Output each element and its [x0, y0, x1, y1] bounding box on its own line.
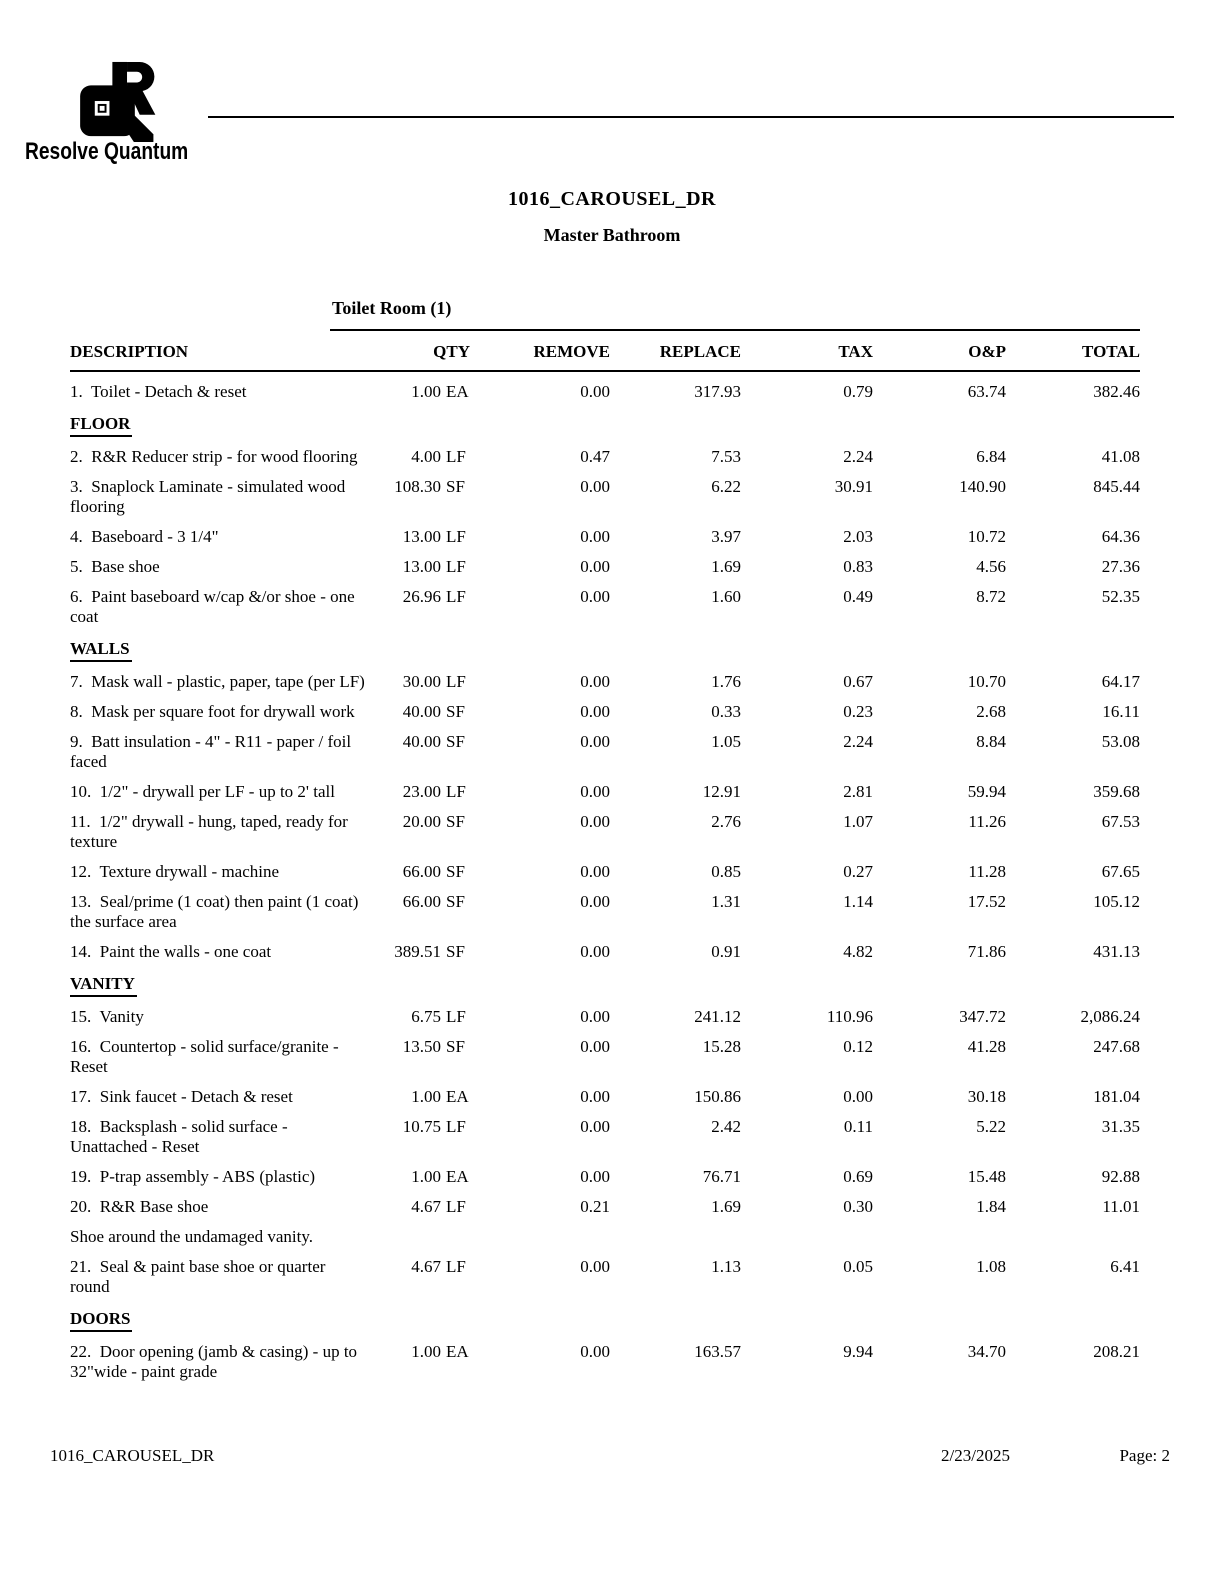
item-qty: [365, 1007, 470, 1027]
item-tax: 0.11: [843, 1117, 873, 1136]
item-replace: 6.22: [711, 477, 741, 496]
item-replace: 0.33: [711, 702, 741, 721]
item-op: 34.70: [967, 1342, 1006, 1361]
item-remove: 0.00: [580, 1087, 610, 1106]
col-remove: REMOVE: [533, 342, 610, 361]
item-replace: 150.86: [694, 1087, 741, 1106]
item-description: 6. Paint baseboard w/cap &/or shoe - one coat: [70, 587, 355, 626]
item-qty-value: 40.00: [402, 732, 441, 751]
col-tax: TAX: [838, 342, 873, 361]
item-total: 247.68: [1093, 1037, 1140, 1056]
section-header-label: DOORS: [70, 1309, 132, 1332]
item-qty-value: 30.00: [402, 672, 441, 691]
item-remove: 0.00: [580, 1117, 610, 1136]
item-qty: [365, 477, 470, 497]
item-total: 53.08: [1101, 732, 1140, 751]
table-row: [70, 1167, 1140, 1187]
section-header-label: WALLS: [70, 639, 132, 662]
item-tax: 110.96: [826, 1007, 873, 1026]
item-tax: 1.14: [843, 892, 873, 911]
item-qty-unit: LF: [446, 527, 466, 546]
item-op: 4.56: [976, 557, 1006, 576]
section-header-row: [70, 974, 1140, 997]
item-qty: [365, 1167, 470, 1187]
item-total: 2,086.24: [1080, 1007, 1140, 1026]
item-qty: [365, 942, 470, 962]
item-total: 41.08: [1101, 447, 1140, 466]
item-qty-unit: LF: [446, 1257, 466, 1276]
section-header-row: [70, 1309, 1140, 1332]
item-total: 208.21: [1093, 1342, 1140, 1361]
item-op: 11.28: [968, 862, 1006, 881]
footer-project: 1016_CAROUSEL_DR: [50, 1446, 215, 1465]
item-qty: [365, 732, 470, 752]
item-qty-unit: LF: [446, 587, 466, 606]
item-replace: 3.97: [711, 527, 741, 546]
item-replace: 1.76: [711, 672, 741, 691]
item-total: 31.35: [1101, 1117, 1140, 1136]
item-description: 16. Countertop - solid surface/granite - Reset: [70, 1037, 339, 1076]
table-row: [70, 812, 1140, 852]
footer-page-number: Page: 2: [1119, 1446, 1170, 1465]
section-header-label: VANITY: [70, 974, 137, 997]
table-row: [70, 587, 1140, 627]
table-row: [70, 1087, 1140, 1107]
item-remove: 0.00: [580, 862, 610, 881]
item-description: 12. Texture drywall - machine: [70, 862, 280, 881]
item-remove: 0.21: [580, 1197, 610, 1216]
item-qty-unit: SF: [446, 732, 465, 751]
item-description: 2. R&R Reducer strip - for wood flooring: [70, 447, 358, 466]
item-description: 21. Seal & paint base shoe or quarter round: [70, 1257, 326, 1296]
item-qty-unit: LF: [446, 672, 466, 691]
item-tax: 9.94: [843, 1342, 873, 1361]
item-remove: 0.00: [580, 782, 610, 801]
col-op: O&P: [968, 342, 1006, 361]
page-footer: [50, 1446, 1170, 1466]
table-body: [70, 382, 1140, 1382]
item-qty-unit: LF: [446, 1197, 466, 1216]
doc-title: 1016_CAROUSEL_DR: [507, 188, 717, 210]
table-row: [70, 1117, 1140, 1157]
item-tax: 0.00: [843, 1087, 873, 1106]
item-op: 2.68: [976, 702, 1006, 721]
item-remove: 0.00: [580, 1342, 610, 1361]
item-qty-unit: SF: [446, 942, 465, 961]
item-qty-value: 20.00: [402, 812, 441, 831]
item-remove: 0.00: [580, 477, 610, 496]
item-qty-value: 26.96: [402, 587, 441, 606]
item-description: 9. Batt insulation - 4" - R11 - paper / foil faced: [70, 732, 352, 771]
item-replace: 1.13: [711, 1257, 741, 1276]
item-replace: 0.91: [711, 942, 741, 961]
item-description: 11. 1/2" drywall - hung, taped, ready for texture: [70, 812, 348, 851]
item-qty: [365, 557, 470, 577]
estimate-table: [70, 298, 1140, 1382]
item-tax: 0.23: [843, 702, 873, 721]
note-row: Shoe around the undamaged vanity.: [70, 1227, 313, 1246]
table-header: [70, 331, 1140, 372]
item-replace: 317.93: [694, 382, 741, 401]
item-total: 11.01: [1102, 1197, 1140, 1216]
item-op: 1.84: [976, 1197, 1006, 1216]
table-row: [70, 477, 1140, 517]
item-qty-value: 40.00: [402, 702, 441, 721]
room-group-title: Toilet Room (1): [332, 298, 452, 318]
item-description: 4. Baseboard - 3 1/4": [70, 527, 219, 546]
item-op: 11.26: [968, 812, 1006, 831]
item-qty-value: 6.75: [411, 1007, 441, 1026]
table-row: [70, 447, 1140, 467]
item-qty-value: 23.00: [402, 782, 441, 801]
item-qty: [365, 892, 470, 912]
item-qty-value: 108.30: [394, 477, 441, 496]
item-qty: [365, 1087, 470, 1107]
item-qty: [365, 1117, 470, 1137]
item-total: 382.46: [1093, 382, 1140, 401]
item-op: 140.90: [959, 477, 1006, 496]
item-op: 71.86: [967, 942, 1006, 961]
item-qty-unit: LF: [446, 447, 466, 466]
item-qty-value: 66.00: [402, 892, 441, 911]
item-op: 347.72: [959, 1007, 1006, 1026]
table-row: [70, 382, 1140, 402]
item-op: 10.72: [967, 527, 1006, 546]
item-replace: 15.28: [702, 1037, 741, 1056]
item-qty-value: 1.00: [411, 1167, 441, 1186]
item-qty: [365, 672, 470, 692]
item-tax: 0.67: [843, 672, 873, 691]
item-qty: [365, 447, 470, 467]
item-qty-unit: SF: [446, 477, 465, 496]
item-tax: 0.79: [843, 382, 873, 401]
item-qty: [365, 382, 470, 402]
item-qty-value: 4.00: [411, 447, 441, 466]
item-qty: [365, 527, 470, 547]
item-qty-unit: EA: [446, 382, 469, 401]
table-row: [70, 732, 1140, 772]
item-remove: 0.00: [580, 1037, 610, 1056]
item-tax: 30.91: [834, 477, 873, 496]
item-total: 431.13: [1093, 942, 1140, 961]
item-qty-value: 66.00: [402, 862, 441, 881]
item-op: 15.48: [967, 1167, 1006, 1186]
item-total: 64.17: [1101, 672, 1140, 691]
item-tax: 0.69: [843, 1167, 873, 1186]
table-row: [70, 862, 1140, 882]
item-qty: [365, 702, 470, 722]
item-replace: 7.53: [711, 447, 741, 466]
item-description: 14. Paint the walls - one coat: [70, 942, 272, 961]
table-row: [70, 1342, 1140, 1382]
item-remove: 0.00: [580, 812, 610, 831]
item-op: 10.70: [967, 672, 1006, 691]
item-remove: 0.00: [580, 672, 610, 691]
item-qty: [365, 812, 470, 832]
item-total: 16.11: [1102, 702, 1140, 721]
section-header-row: [70, 639, 1140, 662]
table-row: [70, 702, 1140, 722]
footer-date: 2/23/2025: [941, 1446, 1010, 1465]
table-row: [70, 1007, 1140, 1027]
item-op: 63.74: [967, 382, 1006, 401]
table-row: [70, 1037, 1140, 1077]
item-total: 181.04: [1093, 1087, 1140, 1106]
letterhead-divider: [208, 116, 1174, 118]
item-qty: [365, 1257, 470, 1277]
item-qty: [365, 1197, 470, 1217]
item-remove: 0.00: [580, 382, 610, 401]
item-qty: [365, 1037, 470, 1057]
item-replace: 2.42: [711, 1117, 741, 1136]
item-total: 27.36: [1101, 557, 1140, 576]
item-tax: 2.03: [843, 527, 873, 546]
col-description: DESCRIPTION: [70, 342, 189, 361]
item-qty-unit: LF: [446, 1007, 466, 1026]
item-tax: 0.12: [843, 1037, 873, 1056]
brand-name: Resolve Quantum: [25, 138, 189, 165]
item-description: 3. Snaplock Laminate - simulated wood flooring: [70, 477, 346, 516]
item-op: 8.84: [976, 732, 1006, 751]
item-op: 30.18: [967, 1087, 1006, 1106]
item-description: 19. P-trap assembly - ABS (plastic): [70, 1167, 316, 1186]
item-op: 8.72: [976, 587, 1006, 606]
item-qty-value: 13.50: [402, 1037, 441, 1056]
item-qty: [365, 587, 470, 607]
item-tax: 2.24: [843, 447, 873, 466]
item-tax: 2.81: [843, 782, 873, 801]
item-qty-unit: SF: [446, 702, 465, 721]
item-replace: 12.91: [702, 782, 741, 801]
table-row: [70, 942, 1140, 962]
item-replace: 1.69: [711, 1197, 741, 1216]
item-total: 67.65: [1101, 862, 1140, 881]
item-qty-unit: LF: [446, 782, 466, 801]
item-description: 1. Toilet - Detach & reset: [70, 382, 247, 401]
item-total: 67.53: [1101, 812, 1140, 831]
item-tax: 0.05: [843, 1257, 873, 1276]
item-remove: 0.00: [580, 892, 610, 911]
item-description: 8. Mask per square foot for drywall work: [70, 702, 355, 721]
table-row: [70, 557, 1140, 577]
section-header-label: FLOOR: [70, 414, 132, 437]
item-qty-value: 13.00: [402, 557, 441, 576]
item-qty-unit: EA: [446, 1167, 469, 1186]
item-tax: 0.27: [843, 862, 873, 881]
item-qty-unit: SF: [446, 1037, 465, 1056]
item-tax: 0.49: [843, 587, 873, 606]
item-remove: 0.00: [580, 1007, 610, 1026]
item-qty: [365, 1342, 470, 1362]
table-row: [70, 892, 1140, 932]
col-qty: QTY: [433, 342, 470, 361]
item-total: 105.12: [1093, 892, 1140, 911]
item-remove: 0.00: [580, 527, 610, 546]
item-description: 22. Door opening (jamb & casing) - up to 32"wide - paint grade: [70, 1342, 358, 1381]
item-qty-unit: LF: [446, 1117, 466, 1136]
item-replace: 163.57: [694, 1342, 741, 1361]
item-remove: 0.47: [580, 447, 610, 466]
doc-subtitle: Master Bathroom: [543, 225, 681, 245]
item-description: 5. Base shoe: [70, 557, 160, 576]
table-row: [70, 1257, 1140, 1297]
item-description: 10. 1/2" - drywall per LF - up to 2' tall: [70, 782, 335, 801]
table-row: [70, 782, 1140, 802]
item-replace: 76.71: [702, 1167, 741, 1186]
item-replace: 0.85: [711, 862, 741, 881]
item-replace: 1.69: [711, 557, 741, 576]
section-header-row: [70, 414, 1140, 437]
item-op: 5.22: [976, 1117, 1006, 1136]
col-replace: REPLACE: [659, 342, 741, 361]
item-op: 59.94: [967, 782, 1006, 801]
item-replace: 1.60: [711, 587, 741, 606]
item-qty-unit: SF: [446, 892, 465, 911]
col-total: TOTAL: [1082, 342, 1140, 361]
item-qty-value: 1.00: [411, 1342, 441, 1361]
item-qty-value: 1.00: [411, 1087, 441, 1106]
item-description: 20. R&R Base shoe: [70, 1197, 209, 1216]
item-remove: 0.00: [580, 702, 610, 721]
item-op: 6.84: [976, 447, 1006, 466]
room-group-heading: [330, 298, 1140, 331]
item-tax: 1.07: [843, 812, 873, 831]
item-replace: 1.05: [711, 732, 741, 751]
item-op: 17.52: [967, 892, 1006, 911]
item-total: 92.88: [1101, 1167, 1140, 1186]
item-remove: 0.00: [580, 1257, 610, 1276]
table-row: [70, 672, 1140, 692]
brand-logo: [25, 60, 205, 164]
item-total: 359.68: [1093, 782, 1140, 801]
item-qty-value: 13.00: [402, 527, 441, 546]
table-row: [70, 1197, 1140, 1217]
item-remove: 0.00: [580, 1167, 610, 1186]
item-description: 15. Vanity: [70, 1007, 144, 1026]
item-qty: [365, 782, 470, 802]
item-qty-value: 1.00: [411, 382, 441, 401]
item-qty: [365, 862, 470, 882]
item-remove: 0.00: [580, 557, 610, 576]
item-remove: 0.00: [580, 732, 610, 751]
item-description: 7. Mask wall - plastic, paper, tape (per LF): [70, 672, 365, 691]
item-total: 64.36: [1101, 527, 1140, 546]
item-qty-unit: EA: [446, 1087, 469, 1106]
table-row: [70, 527, 1140, 547]
item-description: 17. Sink faucet - Detach & reset: [70, 1087, 293, 1106]
item-qty-value: 10.75: [402, 1117, 441, 1136]
item-total: 845.44: [1093, 477, 1140, 496]
item-description: 13. Seal/prime (1 coat) then paint (1 coat) the surface area: [70, 892, 359, 931]
item-qty-unit: SF: [446, 812, 465, 831]
item-tax: 0.30: [843, 1197, 873, 1216]
qr-monogram-icon: [69, 60, 187, 144]
item-replace: 1.31: [711, 892, 741, 911]
item-qty-value: 389.51: [394, 942, 441, 961]
item-replace: 2.76: [711, 812, 741, 831]
item-tax: 2.24: [843, 732, 873, 751]
item-tax: 4.82: [843, 942, 873, 961]
item-op: 1.08: [976, 1257, 1006, 1276]
item-op: 41.28: [967, 1037, 1006, 1056]
item-remove: 0.00: [580, 587, 610, 606]
item-tax: 0.83: [843, 557, 873, 576]
item-qty-unit: EA: [446, 1342, 469, 1361]
item-total: 6.41: [1110, 1257, 1140, 1276]
item-replace: 241.12: [694, 1007, 741, 1026]
item-description: 18. Backsplash - solid surface - Unattached - Reset: [70, 1117, 288, 1156]
item-remove: 0.00: [580, 942, 610, 961]
item-total: 52.35: [1101, 587, 1140, 606]
title-block: [0, 188, 1224, 246]
item-qty-value: 4.67: [411, 1257, 441, 1276]
item-qty-unit: SF: [446, 862, 465, 881]
item-qty-value: 4.67: [411, 1197, 441, 1216]
item-qty-unit: LF: [446, 557, 466, 576]
